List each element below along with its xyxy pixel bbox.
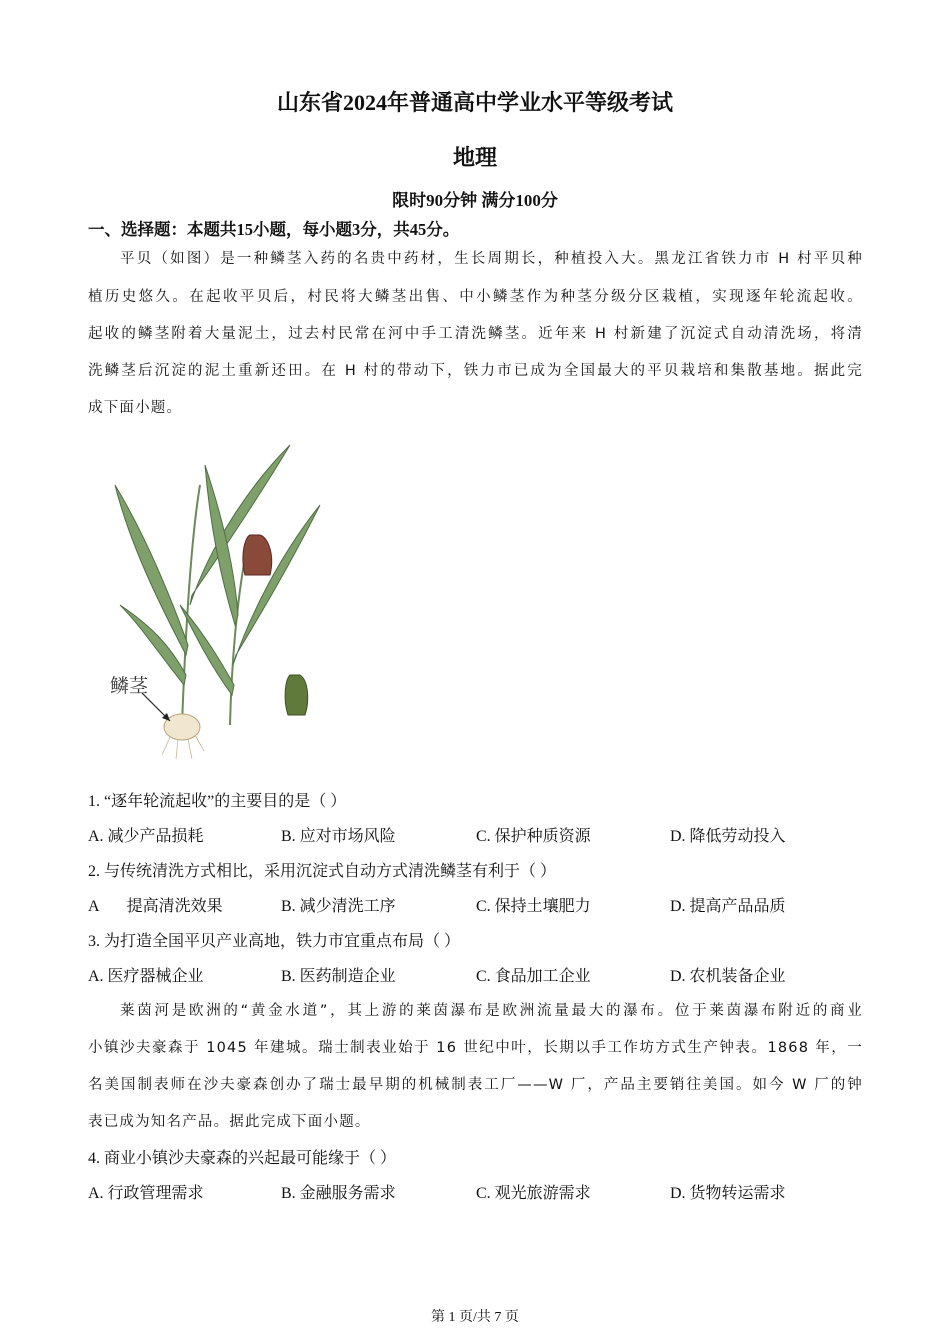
option-1b: B. 应对市场风险 (281, 828, 396, 845)
passage1-line: 植历史悠久。在起收平贝后，村民将大鳞茎出售、中小鳞茎作为种茎分级分区栽植，实现逐年轮流起收。 (88, 289, 863, 305)
option-2b: B. 减少清洗工序 (281, 898, 396, 915)
passage1-line: 成下面小题。 (88, 400, 183, 416)
option-4b: B. 金融服务需求 (281, 1185, 396, 1202)
question-1: 1. “逐年轮流起收”的主要目的是（ ） (88, 793, 347, 810)
question-2: 2. 与传统清洗方式相比，采用沉淀式自动方式清洗鳞茎有利于（ ） (88, 863, 557, 880)
passage1-line: 洗鳞茎后沉淀的泥土重新还田。在 H 村的带动下，铁力市已成为全国最大的平贝栽培和集散基地。据此完 (88, 363, 863, 379)
option-4d: D. 货物转运需求 (670, 1185, 786, 1202)
option-3b: B. 医药制造企业 (281, 968, 396, 985)
bulb-label: 鳞茎 (110, 675, 149, 697)
fritillaria-figure (100, 425, 340, 765)
section-heading: 一、选择题：本题共15小题，每小题3分，共45分。 (88, 220, 460, 239)
option-1a: A. 减少产品损耗 (88, 828, 204, 845)
question-3: 3. 为打造全国平贝产业高地，铁力市宜重点布局（ ） (88, 933, 461, 950)
exam-info: 限时90分钟 满分100分 (392, 191, 558, 210)
option-3d: D. 农机装备企业 (670, 968, 786, 985)
option-1d: D. 降低劳动投入 (670, 828, 786, 845)
option-3c: C. 食品加工企业 (476, 968, 591, 985)
option-2a: A 提高清洗效果 (88, 898, 223, 915)
passage2-line: 名美国制表师在沙夫豪森创办了瑞士最早期的机械制表工厂——W 厂，产品主要销往美国。如今 W 厂的钟 (88, 1077, 863, 1093)
exam-title: 山东省2024年普通高中学业水平等级考试 (276, 90, 673, 115)
option-1c: C. 保护种质资源 (476, 828, 591, 845)
page-footer: 第 1 页/共 7 页 (431, 1310, 519, 1325)
option-4a: A. 行政管理需求 (88, 1185, 204, 1202)
passage2-line: 莱茵河是欧洲的“黄金水道”，其上游的莱茵瀑布是欧洲流量最大的瀑布。位于莱茵瀑布附近的商业 (120, 1003, 863, 1019)
plant-illustration (100, 425, 340, 765)
passage1-line: 起收的鳞茎附着大量泥土，过去村民常在河中手工清洗鳞茎。近年来 H 村新建了沉淀式自动清洗场，将清 (88, 326, 863, 342)
passage1-line: 平贝（如图）是一种鳞茎入药的名贵中药材，生长周期长，种植投入大。黑龙江省铁力市 H 村平贝种 (120, 251, 863, 267)
subject-title: 地理 (452, 145, 497, 170)
passage2-line: 表已成为知名产品。据此完成下面小题。 (88, 1114, 371, 1130)
passage2-line: 小镇沙夫豪森于 1045 年建城。瑞士制表业始于 16 世纪中叶，长期以手工作坊方式生产钟表。1868 年，一 (88, 1040, 863, 1056)
option-3a: A. 医疗器械企业 (88, 968, 204, 985)
question-4: 4. 商业小镇沙夫豪森的兴起最可能缘于（ ） (88, 1150, 397, 1167)
option-4c: C. 观光旅游需求 (476, 1185, 591, 1202)
option-2c: C. 保持土壤肥力 (476, 898, 591, 915)
option-2d: D. 提高产品品质 (670, 898, 786, 915)
